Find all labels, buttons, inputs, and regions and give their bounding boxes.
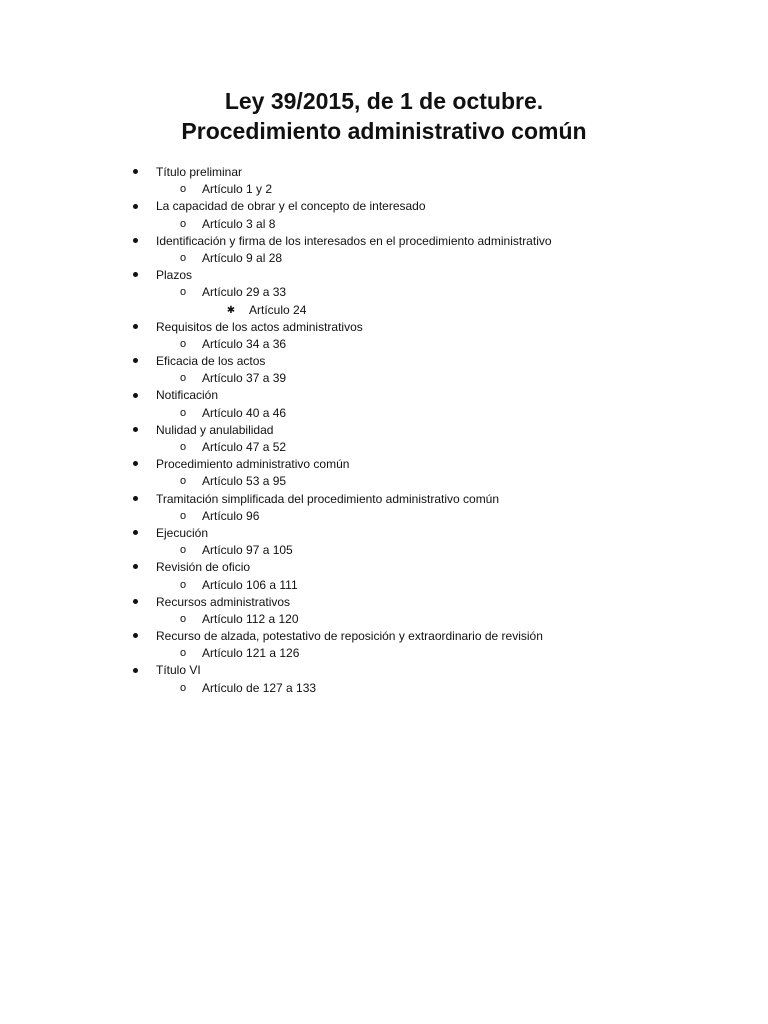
- section-item: [0, 353, 768, 370]
- item-text: Notificación: [156, 388, 219, 403]
- article-item: [0, 680, 768, 697]
- item-text: Revisión de oficio: [156, 560, 251, 575]
- item-text: Tramitación simplificada del procedimiento administrativo común: [156, 491, 500, 506]
- filled-circle-bullet-icon: [128, 353, 142, 370]
- section-item: [0, 559, 768, 576]
- hollow-circle-bullet-icon: o: [179, 372, 187, 385]
- section-item: [0, 164, 768, 181]
- filled-circle-bullet-icon: [128, 387, 142, 404]
- item-text: Artículo 9 al 28: [202, 250, 283, 265]
- item-text: Ejecución: [156, 525, 209, 540]
- item-text: Artículo 53 a 95: [202, 474, 287, 489]
- document-title: [0, 86, 768, 146]
- title-line-1: Ley 39/2015, de 1 de octubre.: [224, 88, 544, 114]
- filled-circle-bullet-icon: [128, 319, 142, 336]
- item-text: Artículo 1 y 2: [202, 182, 273, 197]
- item-text: Artículo 112 a 120: [202, 611, 299, 626]
- filled-circle-bullet-icon: [128, 422, 142, 439]
- section-item: [0, 422, 768, 439]
- article-item: [0, 336, 768, 353]
- bullet-dot-icon: [133, 238, 138, 243]
- item-text: Artículo 96: [202, 508, 260, 523]
- item-text: La capacidad de obrar y el concepto de interesado: [156, 199, 426, 214]
- filled-circle-bullet-icon: [128, 594, 142, 611]
- item-text: Artículo 24: [249, 302, 307, 317]
- item-text: Procedimiento administrativo común: [156, 457, 350, 472]
- item-text: Eficacia de los actos: [156, 354, 266, 369]
- item-text: Recursos administrativos: [156, 594, 291, 609]
- bullet-dot-icon: [133, 204, 138, 209]
- bullet-dot-icon: [133, 393, 138, 398]
- bullet-dot-icon: [133, 564, 138, 569]
- hollow-circle-bullet-icon: o: [179, 544, 187, 557]
- bullet-dot-icon: [133, 599, 138, 604]
- bullet-dot-icon: [133, 633, 138, 638]
- filled-circle-bullet-icon: [128, 164, 142, 181]
- filled-circle-bullet-icon: [128, 456, 142, 473]
- title-line-2: Procedimiento administrativo común: [181, 118, 587, 144]
- outline-list: [0, 164, 768, 697]
- item-text: Artículo 29 a 33: [202, 285, 287, 300]
- section-item: [0, 662, 768, 679]
- item-text: Título preliminar: [156, 165, 243, 179]
- hollow-circle-bullet-icon: o: [179, 337, 187, 350]
- item-text: Plazos: [156, 268, 193, 283]
- section-item: [0, 267, 768, 284]
- section-item: [0, 198, 768, 215]
- item-text: Nulidad y anulabilidad: [156, 422, 274, 437]
- section-item: [0, 387, 768, 404]
- hollow-circle-bullet-icon: o: [179, 578, 187, 591]
- asterisk-bullet-icon: ✱: [226, 304, 236, 316]
- section-item: [0, 594, 768, 611]
- item-text: Requisitos de los actos administrativos: [156, 319, 363, 334]
- item-text: Artículo 106 a 111: [202, 577, 298, 592]
- hollow-circle-bullet-icon: o: [179, 183, 187, 196]
- item-text: Artículo 37 a 39: [202, 371, 287, 386]
- section-item: [0, 319, 768, 336]
- hollow-circle-bullet-icon: o: [179, 681, 187, 694]
- item-text: Título VI: [156, 663, 201, 678]
- bullet-dot-icon: [133, 461, 138, 466]
- filled-circle-bullet-icon: [128, 267, 142, 284]
- bullet-dot-icon: [133, 272, 138, 277]
- section-item: [0, 525, 768, 542]
- item-text: Recurso de alzada, potestativo de reposición y extraordinario de revisión: [156, 629, 543, 644]
- hollow-circle-bullet-icon: o: [179, 251, 187, 264]
- sub-article-item: [0, 302, 768, 319]
- article-item: [0, 645, 768, 662]
- hollow-circle-bullet-icon: o: [179, 475, 187, 488]
- item-text: Artículo 121 a 126: [202, 646, 300, 661]
- filled-circle-bullet-icon: [128, 525, 142, 542]
- item-text: Artículo 40 a 46: [202, 405, 287, 420]
- hollow-circle-bullet-icon: o: [179, 647, 187, 660]
- bullet-dot-icon: [133, 530, 138, 535]
- item-text: Artículo 3 al 8: [202, 216, 276, 231]
- article-item: [0, 439, 768, 456]
- bullet-dot-icon: [133, 358, 138, 363]
- section-item: [0, 233, 768, 250]
- filled-circle-bullet-icon: [128, 491, 142, 508]
- bullet-dot-icon: [133, 496, 138, 501]
- bullet-dot-icon: [133, 169, 138, 174]
- item-text: Artículo 34 a 36: [202, 336, 287, 351]
- article-item: [0, 284, 768, 301]
- filled-circle-bullet-icon: [128, 559, 142, 576]
- article-item: [0, 542, 768, 559]
- article-item: [0, 473, 768, 490]
- item-text: Artículo 97 a 105: [202, 543, 293, 558]
- article-item: [0, 577, 768, 594]
- item-text: Artículo de 127 a 133: [202, 680, 317, 695]
- section-item: [0, 628, 768, 645]
- filled-circle-bullet-icon: [128, 233, 142, 250]
- filled-circle-bullet-icon: [128, 662, 142, 679]
- bullet-dot-icon: [133, 427, 138, 432]
- filled-circle-bullet-icon: [128, 198, 142, 215]
- bullet-dot-icon: [133, 324, 138, 329]
- article-item: [0, 405, 768, 422]
- section-item: [0, 491, 768, 508]
- article-item: [0, 250, 768, 267]
- bullet-dot-icon: [133, 668, 138, 673]
- hollow-circle-bullet-icon: o: [179, 406, 187, 419]
- hollow-circle-bullet-icon: o: [179, 509, 187, 522]
- article-item: [0, 370, 768, 387]
- item-text: Artículo 47 a 52: [202, 440, 287, 454]
- section-item: [0, 456, 768, 473]
- article-item: [0, 611, 768, 628]
- article-item: [0, 508, 768, 525]
- hollow-circle-bullet-icon: o: [179, 612, 187, 625]
- hollow-circle-bullet-icon: o: [179, 286, 187, 299]
- hollow-circle-bullet-icon: o: [179, 217, 187, 230]
- filled-circle-bullet-icon: [128, 628, 142, 645]
- article-item: [0, 216, 768, 233]
- article-item: [0, 181, 768, 198]
- item-text: Identificación y firma de los interesados en el procedimiento administrativo: [156, 233, 552, 248]
- hollow-circle-bullet-icon: o: [179, 441, 187, 453]
